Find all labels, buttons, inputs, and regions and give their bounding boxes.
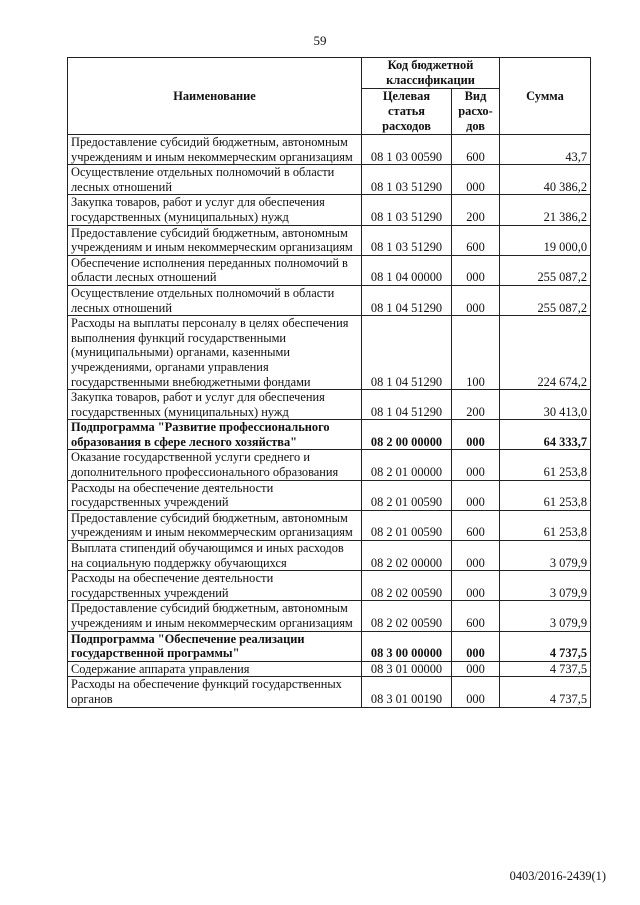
- row-sum: 43,7: [500, 135, 591, 165]
- row-sum: 30 413,0: [500, 390, 591, 420]
- row-name: Предоставление субсидий бюджетным, автономным учреждениям и иным некоммерческим организациям: [68, 225, 362, 255]
- row-vid: 200: [452, 390, 500, 420]
- row-code: 08 1 03 51290: [362, 195, 452, 225]
- table-row: [68, 450, 591, 480]
- row-code: 08 2 02 00590: [362, 601, 452, 631]
- row-code: 08 2 02 00000: [362, 541, 452, 571]
- table-row: [68, 661, 591, 677]
- row-sum: 40 386,2: [500, 165, 591, 195]
- row-sum: 21 386,2: [500, 195, 591, 225]
- row-vid: 000: [452, 631, 500, 661]
- row-vid: 600: [452, 510, 500, 540]
- row-vid: 000: [452, 571, 500, 601]
- row-name: Расходы на выплаты персоналу в целях обеспечения выполнения функций государственными (муниципальными) органами, казенными учреждениями, органами управления государственными внебюджетными фондами: [68, 316, 362, 390]
- row-name: Расходы на обеспечение функций государственных органов: [68, 677, 362, 707]
- row-code: 08 2 01 00590: [362, 510, 452, 540]
- row-sum: 4 737,5: [500, 661, 591, 677]
- document-code: 0403/2016-2439(1): [509, 869, 606, 883]
- row-sum: 61 253,8: [500, 480, 591, 510]
- row-sum: 3 079,9: [500, 541, 591, 571]
- table-row: [68, 571, 591, 601]
- header-kbk: Код бюджетной классификации: [362, 58, 500, 89]
- row-name: Расходы на обеспечение деятельности государственных учреждений: [68, 571, 362, 601]
- page-number: 59: [313, 33, 327, 48]
- row-code: 08 3 00 00000: [362, 631, 452, 661]
- row-code: 08 2 02 00590: [362, 571, 452, 601]
- table-header: [68, 58, 591, 135]
- table-row: [68, 510, 591, 540]
- row-sum: 61 253,8: [500, 510, 591, 540]
- table-row: [68, 480, 591, 510]
- row-vid: 000: [452, 420, 500, 450]
- row-code: 08 1 03 51290: [362, 225, 452, 255]
- table-row: [68, 601, 591, 631]
- row-name: Обеспечение исполнения переданных полномочий в области лесных отношений: [68, 255, 362, 285]
- row-vid: 000: [452, 661, 500, 677]
- row-code: 08 1 03 00590: [362, 135, 452, 165]
- row-vid: 100: [452, 316, 500, 390]
- row-vid: 000: [452, 677, 500, 707]
- header-name: Наименование: [68, 58, 362, 135]
- row-vid: 200: [452, 195, 500, 225]
- row-vid: 000: [452, 285, 500, 315]
- row-code: 08 1 04 51290: [362, 316, 452, 390]
- budget-table: [67, 57, 591, 708]
- header-target: Целевая статья расходов: [362, 89, 452, 135]
- row-vid: 000: [452, 165, 500, 195]
- row-sum: 3 079,9: [500, 571, 591, 601]
- row-vid: 600: [452, 135, 500, 165]
- row-sum: 224 674,2: [500, 316, 591, 390]
- table-row: [68, 316, 591, 390]
- table-row: [68, 255, 591, 285]
- row-sum: 3 079,9: [500, 601, 591, 631]
- row-vid: 000: [452, 255, 500, 285]
- row-sum: 255 087,2: [500, 255, 591, 285]
- row-sum: 19 000,0: [500, 225, 591, 255]
- row-name: Расходы на обеспечение деятельности государственных учреждений: [68, 480, 362, 510]
- table-row: [68, 135, 591, 165]
- header-vid: Вид расхо-дов: [452, 89, 500, 135]
- row-vid: 000: [452, 450, 500, 480]
- row-name: Подпрограмма "Развитие профессионального образования в сфере лесного хозяйства": [68, 420, 362, 450]
- row-code: 08 2 00 00000: [362, 420, 452, 450]
- table-row: [68, 631, 591, 661]
- row-name: Закупка товаров, работ и услуг для обеспечения государственных (муниципальных) нужд: [68, 390, 362, 420]
- row-code: 08 3 01 00000: [362, 661, 452, 677]
- row-sum: 64 333,7: [500, 420, 591, 450]
- row-name: Осуществление отдельных полномочий в области лесных отношений: [68, 285, 362, 315]
- row-name: Предоставление субсидий бюджетным, автономным учреждениям и иным некоммерческим организациям: [68, 135, 362, 165]
- table-body: [68, 135, 591, 708]
- table-row: [68, 195, 591, 225]
- row-code: 08 1 03 51290: [362, 165, 452, 195]
- row-vid: 600: [452, 225, 500, 255]
- row-code: 08 3 01 00190: [362, 677, 452, 707]
- table-row: [68, 677, 591, 707]
- row-name: Выплата стипендий обучающимся и иных расходов на социальную поддержку обучающихся: [68, 541, 362, 571]
- row-sum: 255 087,2: [500, 285, 591, 315]
- row-name: Содержание аппарата управления: [68, 661, 362, 677]
- row-code: 08 2 01 00000: [362, 450, 452, 480]
- row-code: 08 1 04 51290: [362, 285, 452, 315]
- row-sum: 61 253,8: [500, 450, 591, 480]
- row-name: Осуществление отдельных полномочий в области лесных отношений: [68, 165, 362, 195]
- row-name: Закупка товаров, работ и услуг для обеспечения государственных (муниципальных) нужд: [68, 195, 362, 225]
- row-code: 08 2 01 00590: [362, 480, 452, 510]
- header-sum: Сумма: [500, 58, 591, 135]
- row-sum: 4 737,5: [500, 631, 591, 661]
- row-name: Оказание государственной услуги среднего и дополнительного профессионального образования: [68, 450, 362, 480]
- table-row: [68, 165, 591, 195]
- row-sum: 4 737,5: [500, 677, 591, 707]
- table-row: [68, 541, 591, 571]
- table-row: [68, 390, 591, 420]
- row-vid: 600: [452, 601, 500, 631]
- table-row: [68, 420, 591, 450]
- row-vid: 000: [452, 480, 500, 510]
- row-code: 08 1 04 51290: [362, 390, 452, 420]
- row-name: Подпрограмма "Обеспечение реализации государственной программы": [68, 631, 362, 661]
- table-row: [68, 285, 591, 315]
- row-name: Предоставление субсидий бюджетным, автономным учреждениям и иным некоммерческим организациям: [68, 601, 362, 631]
- row-vid: 000: [452, 541, 500, 571]
- row-name: Предоставление субсидий бюджетным, автономным учреждениям и иным некоммерческим организациям: [68, 510, 362, 540]
- row-code: 08 1 04 00000: [362, 255, 452, 285]
- table-row: [68, 225, 591, 255]
